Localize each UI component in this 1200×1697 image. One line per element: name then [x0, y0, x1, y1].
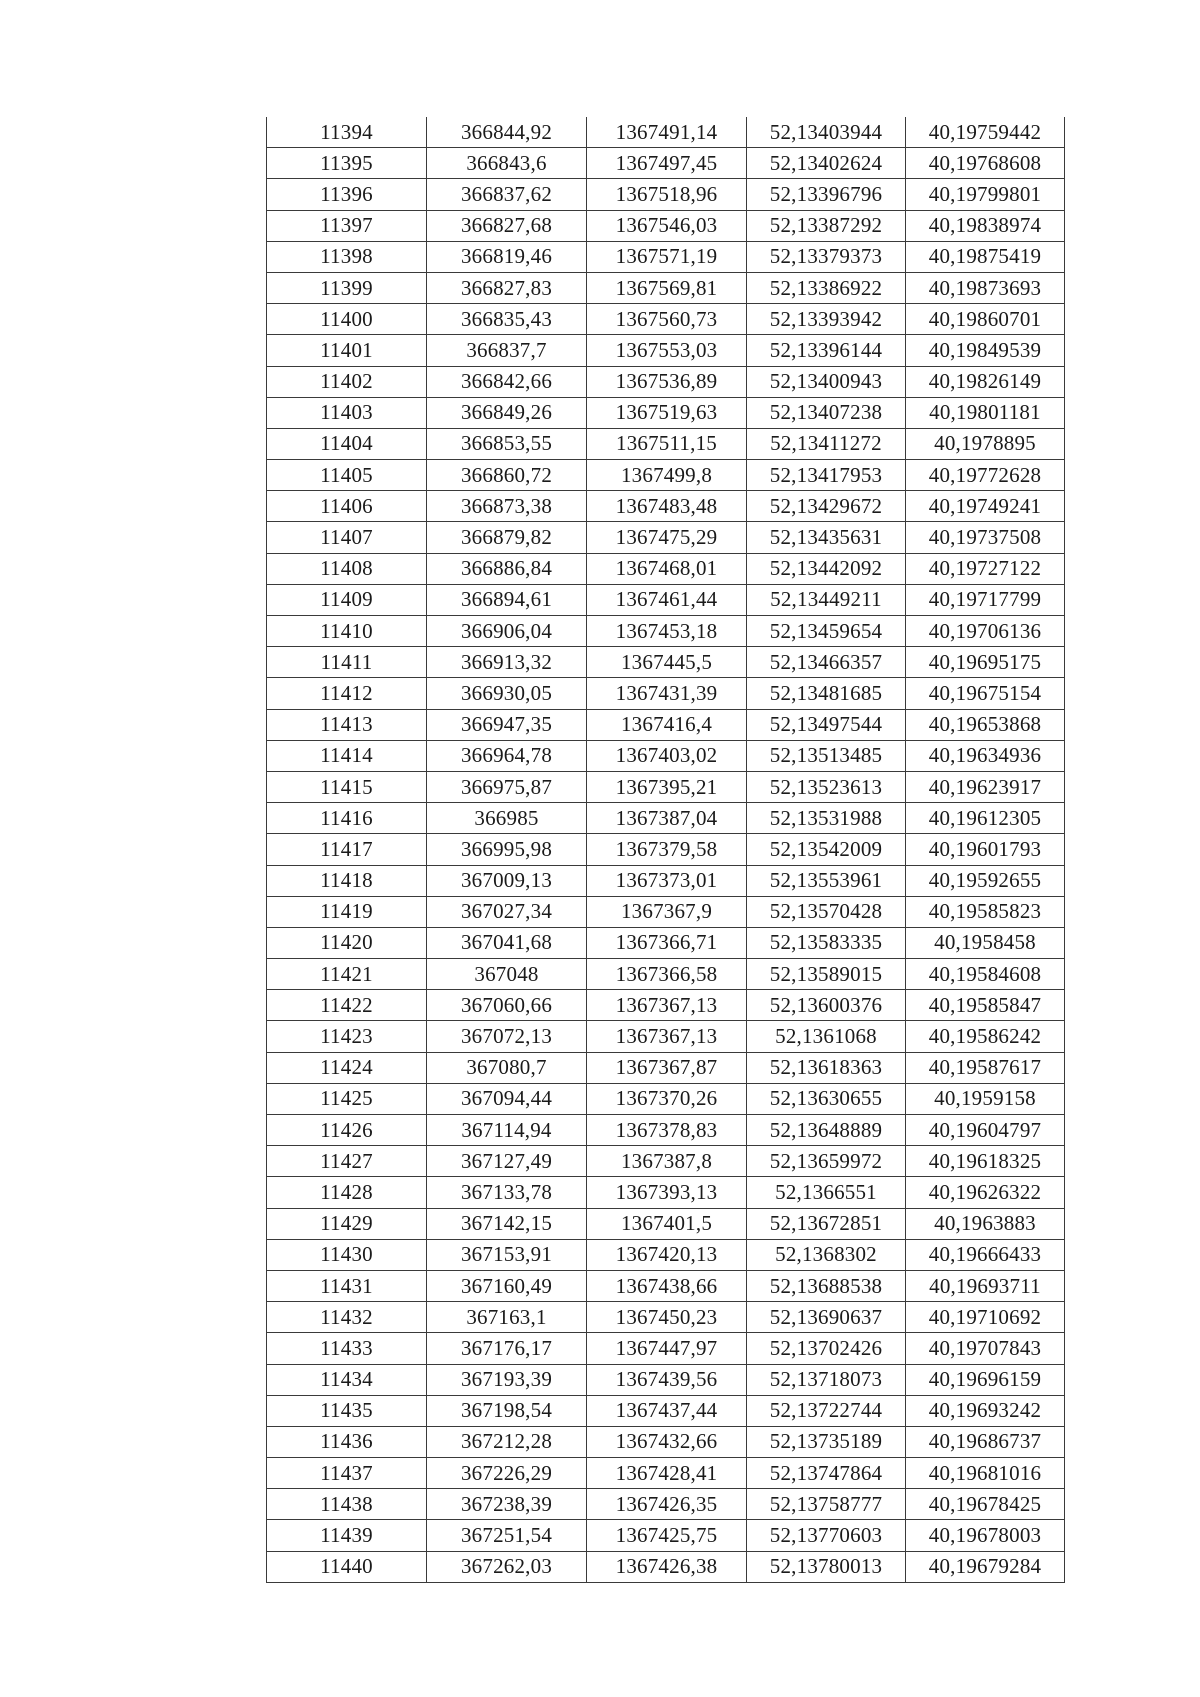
longitude-cell: 40,19585823 [906, 896, 1065, 927]
y-coordinate-cell: 1367475,29 [587, 522, 747, 553]
point-number-cell: 11427 [267, 1146, 427, 1177]
table-row [267, 1395, 1065, 1426]
latitude-cell: 52,13393942 [747, 304, 906, 335]
latitude-cell: 52,13542009 [747, 834, 906, 865]
table-row [267, 272, 1065, 303]
table-row [267, 179, 1065, 210]
table-row [267, 1364, 1065, 1395]
y-coordinate-cell: 1367511,15 [587, 428, 747, 459]
longitude-cell: 40,19678003 [906, 1520, 1065, 1551]
y-coordinate-cell: 1367367,13 [587, 1021, 747, 1052]
x-coordinate-cell: 366985 [427, 803, 587, 834]
longitude-cell: 40,19587617 [906, 1052, 1065, 1083]
point-number-cell: 11439 [267, 1520, 427, 1551]
latitude-cell: 52,13583335 [747, 927, 906, 958]
latitude-cell: 52,13466357 [747, 647, 906, 678]
point-number-cell: 11440 [267, 1551, 427, 1582]
table-row [267, 366, 1065, 397]
x-coordinate-cell: 366894,61 [427, 584, 587, 615]
point-number-cell: 11437 [267, 1458, 427, 1489]
x-coordinate-cell: 366819,46 [427, 241, 587, 272]
table-row [267, 428, 1065, 459]
latitude-cell: 52,13589015 [747, 959, 906, 990]
point-number-cell: 11409 [267, 584, 427, 615]
longitude-cell: 40,19696159 [906, 1364, 1065, 1395]
y-coordinate-cell: 1367420,13 [587, 1239, 747, 1270]
latitude-cell: 52,13523613 [747, 771, 906, 802]
table-row [267, 834, 1065, 865]
x-coordinate-cell: 366930,05 [427, 678, 587, 709]
x-coordinate-cell: 367009,13 [427, 865, 587, 896]
y-coordinate-cell: 1367416,4 [587, 709, 747, 740]
longitude-cell: 40,19686737 [906, 1426, 1065, 1457]
table-row [267, 1239, 1065, 1270]
longitude-cell: 40,19799801 [906, 179, 1065, 210]
y-coordinate-cell: 1367378,83 [587, 1115, 747, 1146]
y-coordinate-cell: 1367387,8 [587, 1146, 747, 1177]
point-number-cell: 11411 [267, 647, 427, 678]
y-coordinate-cell: 1367571,19 [587, 241, 747, 272]
table-row [267, 1021, 1065, 1052]
longitude-cell: 40,19849539 [906, 335, 1065, 366]
point-number-cell: 11423 [267, 1021, 427, 1052]
table-row [267, 896, 1065, 927]
x-coordinate-cell: 366827,68 [427, 210, 587, 241]
x-coordinate-cell: 367027,34 [427, 896, 587, 927]
y-coordinate-cell: 1367519,63 [587, 397, 747, 428]
y-coordinate-cell: 1367553,03 [587, 335, 747, 366]
longitude-cell: 40,19666433 [906, 1239, 1065, 1270]
y-coordinate-cell: 1367438,66 [587, 1270, 747, 1301]
point-number-cell: 11419 [267, 896, 427, 927]
table-row [267, 584, 1065, 615]
longitude-cell: 40,19634936 [906, 740, 1065, 771]
table-row [267, 210, 1065, 241]
point-number-cell: 11433 [267, 1333, 427, 1364]
longitude-cell: 40,19772628 [906, 460, 1065, 491]
y-coordinate-cell: 1367367,13 [587, 990, 747, 1021]
coordinates-table [266, 117, 1065, 1583]
x-coordinate-cell: 366964,78 [427, 740, 587, 771]
latitude-cell: 52,13690637 [747, 1302, 906, 1333]
point-number-cell: 11406 [267, 491, 427, 522]
table-row [267, 335, 1065, 366]
table-row [267, 491, 1065, 522]
point-number-cell: 11416 [267, 803, 427, 834]
x-coordinate-cell: 366860,72 [427, 460, 587, 491]
x-coordinate-cell: 366873,38 [427, 491, 587, 522]
latitude-cell: 52,13442092 [747, 553, 906, 584]
y-coordinate-cell: 1367468,01 [587, 553, 747, 584]
x-coordinate-cell: 367114,94 [427, 1115, 587, 1146]
x-coordinate-cell: 367212,28 [427, 1426, 587, 1457]
x-coordinate-cell: 366837,7 [427, 335, 587, 366]
y-coordinate-cell: 1367373,01 [587, 865, 747, 896]
table-row [267, 241, 1065, 272]
latitude-cell: 52,13429672 [747, 491, 906, 522]
longitude-cell: 40,19584608 [906, 959, 1065, 990]
y-coordinate-cell: 1367393,13 [587, 1177, 747, 1208]
longitude-cell: 40,19768608 [906, 148, 1065, 179]
y-coordinate-cell: 1367447,97 [587, 1333, 747, 1364]
longitude-cell: 40,19623917 [906, 771, 1065, 802]
point-number-cell: 11413 [267, 709, 427, 740]
point-number-cell: 11405 [267, 460, 427, 491]
point-number-cell: 11429 [267, 1208, 427, 1239]
latitude-cell: 52,13758777 [747, 1489, 906, 1520]
x-coordinate-cell: 366849,26 [427, 397, 587, 428]
y-coordinate-cell: 1367439,56 [587, 1364, 747, 1395]
x-coordinate-cell: 366913,32 [427, 647, 587, 678]
latitude-cell: 52,13688538 [747, 1270, 906, 1301]
latitude-cell: 52,13481685 [747, 678, 906, 709]
y-coordinate-cell: 1367491,14 [587, 117, 747, 148]
x-coordinate-cell: 367262,03 [427, 1551, 587, 1582]
y-coordinate-cell: 1367483,48 [587, 491, 747, 522]
table-row [267, 1270, 1065, 1301]
longitude-cell: 40,19585847 [906, 990, 1065, 1021]
y-coordinate-cell: 1367450,23 [587, 1302, 747, 1333]
table-row [267, 117, 1065, 148]
longitude-cell: 40,19678425 [906, 1489, 1065, 1520]
point-number-cell: 11394 [267, 117, 427, 148]
longitude-cell: 40,19860701 [906, 304, 1065, 335]
y-coordinate-cell: 1367370,26 [587, 1083, 747, 1114]
point-number-cell: 11430 [267, 1239, 427, 1270]
x-coordinate-cell: 366827,83 [427, 272, 587, 303]
x-coordinate-cell: 367133,78 [427, 1177, 587, 1208]
table-row [267, 1208, 1065, 1239]
table-row [267, 553, 1065, 584]
y-coordinate-cell: 1367437,44 [587, 1395, 747, 1426]
y-coordinate-cell: 1367431,39 [587, 678, 747, 709]
latitude-cell: 52,13770603 [747, 1520, 906, 1551]
x-coordinate-cell: 367127,49 [427, 1146, 587, 1177]
table-row [267, 1426, 1065, 1457]
point-number-cell: 11401 [267, 335, 427, 366]
latitude-cell: 52,13531988 [747, 803, 906, 834]
table-row [267, 1302, 1065, 1333]
x-coordinate-cell: 366843,6 [427, 148, 587, 179]
longitude-cell: 40,19875419 [906, 241, 1065, 272]
x-coordinate-cell: 366947,35 [427, 709, 587, 740]
latitude-cell: 52,13702426 [747, 1333, 906, 1364]
latitude-cell: 52,13402624 [747, 148, 906, 179]
latitude-cell: 52,13659972 [747, 1146, 906, 1177]
x-coordinate-cell: 366975,87 [427, 771, 587, 802]
latitude-cell: 52,13570428 [747, 896, 906, 927]
y-coordinate-cell: 1367395,21 [587, 771, 747, 802]
latitude-cell: 52,13403944 [747, 117, 906, 148]
point-number-cell: 11428 [267, 1177, 427, 1208]
latitude-cell: 52,1366551 [747, 1177, 906, 1208]
longitude-cell: 40,1959158 [906, 1083, 1065, 1114]
y-coordinate-cell: 1367425,75 [587, 1520, 747, 1551]
y-coordinate-cell: 1367387,04 [587, 803, 747, 834]
point-number-cell: 11434 [267, 1364, 427, 1395]
longitude-cell: 40,19604797 [906, 1115, 1065, 1146]
point-number-cell: 11395 [267, 148, 427, 179]
x-coordinate-cell: 366995,98 [427, 834, 587, 865]
longitude-cell: 40,19592655 [906, 865, 1065, 896]
latitude-cell: 52,13387292 [747, 210, 906, 241]
point-number-cell: 11438 [267, 1489, 427, 1520]
latitude-cell: 52,13513485 [747, 740, 906, 771]
longitude-cell: 40,19717799 [906, 584, 1065, 615]
longitude-cell: 40,19706136 [906, 616, 1065, 647]
table-row [267, 927, 1065, 958]
point-number-cell: 11431 [267, 1270, 427, 1301]
point-number-cell: 11422 [267, 990, 427, 1021]
latitude-cell: 52,13600376 [747, 990, 906, 1021]
latitude-cell: 52,13747864 [747, 1458, 906, 1489]
x-coordinate-cell: 367094,44 [427, 1083, 587, 1114]
table-row [267, 959, 1065, 990]
latitude-cell: 52,13400943 [747, 366, 906, 397]
latitude-cell: 52,13648889 [747, 1115, 906, 1146]
longitude-cell: 40,19710692 [906, 1302, 1065, 1333]
x-coordinate-cell: 367238,39 [427, 1489, 587, 1520]
x-coordinate-cell: 367048 [427, 959, 587, 990]
table-row [267, 397, 1065, 428]
y-coordinate-cell: 1367426,35 [587, 1489, 747, 1520]
point-number-cell: 11415 [267, 771, 427, 802]
point-number-cell: 11432 [267, 1302, 427, 1333]
table-row [267, 771, 1065, 802]
table-row [267, 1489, 1065, 1520]
table-row [267, 1551, 1065, 1582]
latitude-cell: 52,13672851 [747, 1208, 906, 1239]
point-number-cell: 11436 [267, 1426, 427, 1457]
table-row [267, 522, 1065, 553]
point-number-cell: 11418 [267, 865, 427, 896]
longitude-cell: 40,19618325 [906, 1146, 1065, 1177]
latitude-cell: 52,13411272 [747, 428, 906, 459]
longitude-cell: 40,19586242 [906, 1021, 1065, 1052]
point-number-cell: 11396 [267, 179, 427, 210]
y-coordinate-cell: 1367428,41 [587, 1458, 747, 1489]
y-coordinate-cell: 1367461,44 [587, 584, 747, 615]
point-number-cell: 11424 [267, 1052, 427, 1083]
longitude-cell: 40,19693242 [906, 1395, 1065, 1426]
table-row [267, 1177, 1065, 1208]
table-row [267, 1146, 1065, 1177]
x-coordinate-cell: 366842,66 [427, 366, 587, 397]
point-number-cell: 11426 [267, 1115, 427, 1146]
longitude-cell: 40,19653868 [906, 709, 1065, 740]
point-number-cell: 11410 [267, 616, 427, 647]
x-coordinate-cell: 367080,7 [427, 1052, 587, 1083]
table-row [267, 1458, 1065, 1489]
x-coordinate-cell: 367142,15 [427, 1208, 587, 1239]
longitude-cell: 40,19675154 [906, 678, 1065, 709]
y-coordinate-cell: 1367367,87 [587, 1052, 747, 1083]
y-coordinate-cell: 1367401,5 [587, 1208, 747, 1239]
y-coordinate-cell: 1367426,38 [587, 1551, 747, 1582]
x-coordinate-cell: 367163,1 [427, 1302, 587, 1333]
table-row [267, 678, 1065, 709]
latitude-cell: 52,13396144 [747, 335, 906, 366]
longitude-cell: 40,19612305 [906, 803, 1065, 834]
point-number-cell: 11435 [267, 1395, 427, 1426]
point-number-cell: 11399 [267, 272, 427, 303]
y-coordinate-cell: 1367366,71 [587, 927, 747, 958]
longitude-cell: 40,19759442 [906, 117, 1065, 148]
x-coordinate-cell: 367176,17 [427, 1333, 587, 1364]
x-coordinate-cell: 367226,29 [427, 1458, 587, 1489]
y-coordinate-cell: 1367560,73 [587, 304, 747, 335]
longitude-cell: 40,19826149 [906, 366, 1065, 397]
table-row [267, 647, 1065, 678]
y-coordinate-cell: 1367367,9 [587, 896, 747, 927]
x-coordinate-cell: 367060,66 [427, 990, 587, 1021]
x-coordinate-cell: 366835,43 [427, 304, 587, 335]
table-row [267, 865, 1065, 896]
point-number-cell: 11421 [267, 959, 427, 990]
longitude-cell: 40,1963883 [906, 1208, 1065, 1239]
longitude-cell: 40,19601793 [906, 834, 1065, 865]
x-coordinate-cell: 367041,68 [427, 927, 587, 958]
latitude-cell: 52,13407238 [747, 397, 906, 428]
table-row [267, 803, 1065, 834]
latitude-cell: 52,13722744 [747, 1395, 906, 1426]
latitude-cell: 52,13396796 [747, 179, 906, 210]
latitude-cell: 52,13497544 [747, 709, 906, 740]
point-number-cell: 11403 [267, 397, 427, 428]
latitude-cell: 52,1368302 [747, 1239, 906, 1270]
latitude-cell: 52,13553961 [747, 865, 906, 896]
latitude-cell: 52,13379373 [747, 241, 906, 272]
x-coordinate-cell: 366906,04 [427, 616, 587, 647]
table-row [267, 709, 1065, 740]
point-number-cell: 11417 [267, 834, 427, 865]
longitude-cell: 40,19873693 [906, 272, 1065, 303]
longitude-cell: 40,19695175 [906, 647, 1065, 678]
x-coordinate-cell: 366844,92 [427, 117, 587, 148]
point-number-cell: 11425 [267, 1083, 427, 1114]
table-row [267, 1520, 1065, 1551]
y-coordinate-cell: 1367497,45 [587, 148, 747, 179]
latitude-cell: 52,13459654 [747, 616, 906, 647]
table-row [267, 148, 1065, 179]
point-number-cell: 11397 [267, 210, 427, 241]
latitude-cell: 52,13435631 [747, 522, 906, 553]
table-row [267, 304, 1065, 335]
y-coordinate-cell: 1367366,58 [587, 959, 747, 990]
longitude-cell: 40,1978895 [906, 428, 1065, 459]
latitude-cell: 52,13618363 [747, 1052, 906, 1083]
longitude-cell: 40,1958458 [906, 927, 1065, 958]
latitude-cell: 52,13718073 [747, 1364, 906, 1395]
table-row [267, 460, 1065, 491]
point-number-cell: 11404 [267, 428, 427, 459]
x-coordinate-cell: 366853,55 [427, 428, 587, 459]
x-coordinate-cell: 367153,91 [427, 1239, 587, 1270]
longitude-cell: 40,19801181 [906, 397, 1065, 428]
y-coordinate-cell: 1367499,8 [587, 460, 747, 491]
table-row [267, 740, 1065, 771]
table-row [267, 1083, 1065, 1114]
latitude-cell: 52,13630655 [747, 1083, 906, 1114]
point-number-cell: 11408 [267, 553, 427, 584]
latitude-cell: 52,13417953 [747, 460, 906, 491]
x-coordinate-cell: 366879,82 [427, 522, 587, 553]
longitude-cell: 40,19737508 [906, 522, 1065, 553]
point-number-cell: 11398 [267, 241, 427, 272]
x-coordinate-cell: 366837,62 [427, 179, 587, 210]
coordinates-table-body [267, 117, 1065, 1582]
longitude-cell: 40,19693711 [906, 1270, 1065, 1301]
table-row [267, 1333, 1065, 1364]
longitude-cell: 40,19838974 [906, 210, 1065, 241]
table-row [267, 616, 1065, 647]
latitude-cell: 52,1361068 [747, 1021, 906, 1052]
y-coordinate-cell: 1367432,66 [587, 1426, 747, 1457]
latitude-cell: 52,13780013 [747, 1551, 906, 1582]
x-coordinate-cell: 367198,54 [427, 1395, 587, 1426]
x-coordinate-cell: 367251,54 [427, 1520, 587, 1551]
latitude-cell: 52,13735189 [747, 1426, 906, 1457]
point-number-cell: 11407 [267, 522, 427, 553]
x-coordinate-cell: 367072,13 [427, 1021, 587, 1052]
longitude-cell: 40,19679284 [906, 1551, 1065, 1582]
y-coordinate-cell: 1367453,18 [587, 616, 747, 647]
longitude-cell: 40,19626322 [906, 1177, 1065, 1208]
point-number-cell: 11400 [267, 304, 427, 335]
y-coordinate-cell: 1367445,5 [587, 647, 747, 678]
x-coordinate-cell: 367193,39 [427, 1364, 587, 1395]
x-coordinate-cell: 366886,84 [427, 553, 587, 584]
y-coordinate-cell: 1367546,03 [587, 210, 747, 241]
y-coordinate-cell: 1367569,81 [587, 272, 747, 303]
point-number-cell: 11412 [267, 678, 427, 709]
latitude-cell: 52,13386922 [747, 272, 906, 303]
x-coordinate-cell: 367160,49 [427, 1270, 587, 1301]
point-number-cell: 11414 [267, 740, 427, 771]
y-coordinate-cell: 1367518,96 [587, 179, 747, 210]
table-row [267, 990, 1065, 1021]
table-row [267, 1052, 1065, 1083]
point-number-cell: 11420 [267, 927, 427, 958]
y-coordinate-cell: 1367403,02 [587, 740, 747, 771]
longitude-cell: 40,19681016 [906, 1458, 1065, 1489]
longitude-cell: 40,19727122 [906, 553, 1065, 584]
latitude-cell: 52,13449211 [747, 584, 906, 615]
longitude-cell: 40,19707843 [906, 1333, 1065, 1364]
y-coordinate-cell: 1367536,89 [587, 366, 747, 397]
point-number-cell: 11402 [267, 366, 427, 397]
table-row [267, 1115, 1065, 1146]
y-coordinate-cell: 1367379,58 [587, 834, 747, 865]
longitude-cell: 40,19749241 [906, 491, 1065, 522]
